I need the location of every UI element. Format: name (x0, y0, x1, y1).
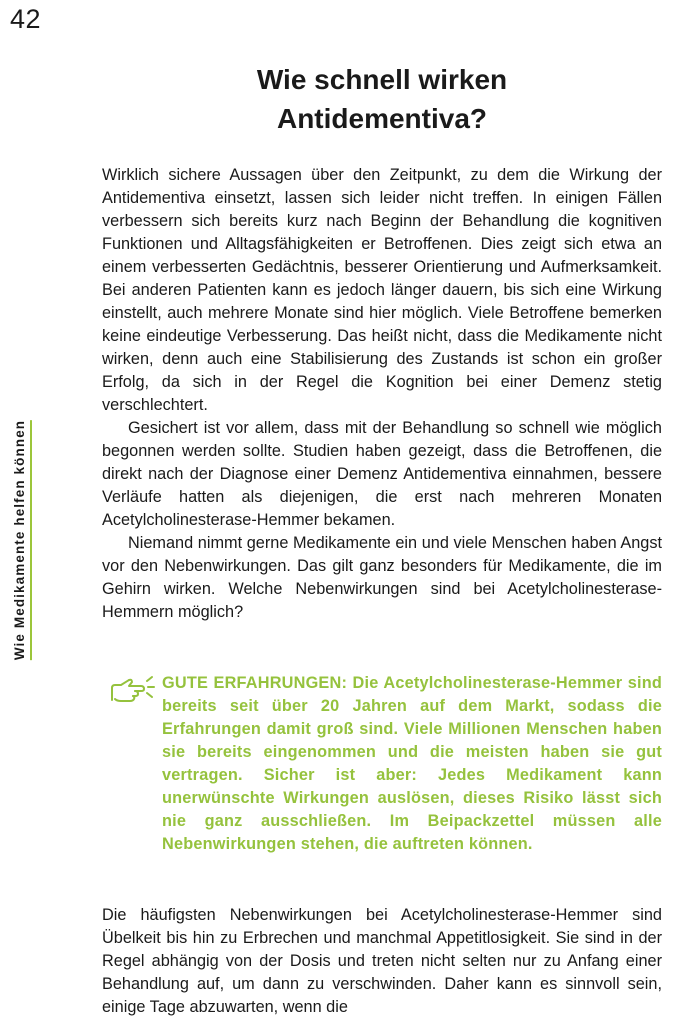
tip-box (102, 672, 662, 856)
page-title-line1: Wie schnell wirken (256, 64, 508, 95)
paragraph-1: Wirklich sichere Aussagen über den Zeitpunkt, zu dem die Wirkung der Antidementiva einsetzt, lassen sich leider nicht treffen. In einigen Fällen verbessern sich bereits kurz nach Beginn der Behandlung die kognitiven Funktionen und Alltagsfähigkeiten er Betroffenen. Dies zeigt sich etwa an einem verbesserten Gedächtnis, besserer Orientierung und Aufmerksamkeit. Bei anderen Patienten kann es jedoch länger dauern, bis sich eine Wirkung einstellt, auch mehrere Monate sind hier möglich. Viele Betroffene bemerken keine eindeutige Verbesserung. Das heißt nicht, dass die Medikamente nicht wirken, denn auch eine Stabilisierung des Zustands ist schon ein großer Erfolg, da sich in der Regel die Kognition bei einer Demenz stetig verschlechtert. (102, 166, 662, 414)
tip-text: GUTE ERFAHRUNGEN: Die Acetylcholinesterase-Hemmer sind bereits seit über 20 Jahren auf dem Markt, sodass die Erfahrungen damit groß sind. Viele Millionen Menschen haben sie bereits eingenommen und die meisten haben sie gut vertragen. Sicher ist aber: Jedes Medikament kann unerwünschte Wirkungen auslösen, dieses Risiko lässt sich nie ganz ausschließen. Im Beipackzettel müssen alle Nebenwirkungen stehen, die auftreten können. (162, 674, 662, 853)
article-body-continued (102, 904, 662, 1019)
article-body (102, 164, 662, 624)
paragraph-4: Die häufigsten Nebenwirkungen bei Acetylcholinesterase-Hemmer sind Übelkeit bis hin zu Erbrechen und manchmal Appetitlosigkeit. Sie sind in der Regel abhängig von der Dosis und treten nicht selten nur zu Anfang einer Behandlung auf, um dann zu verschwinden. Daher kann es sinnvoll sein, einige Tage abzuwarten, wenn die (102, 906, 662, 1016)
pointing-hand-icon (108, 674, 156, 704)
page-number: 42 (10, 4, 42, 34)
paragraph-2: Gesichert ist vor allem, dass mit der Behandlung so schnell wie möglich begonnen werden sollte. Studien haben gezeigt, dass die Betroffenen, die direkt nach der Diagnose einer Demenz Antidementiva einnahmen, bessere Verläufe hatten als diejenigen, die erst nach mehreren Monaten Acetylcholinesterase-Hemmer bekamen. (102, 419, 662, 529)
paragraph-3: Niemand nimmt gerne Medikamente ein und viele Menschen haben Angst vor den Nebenwirkungen. Das gilt ganz besonders für Medikamente, die im Gehirn wirken. Welche Nebenwirkungen sind bei Acetylcholinesterase-Hemmern möglich? (102, 534, 662, 621)
page-title-line2: Antidementiva? (276, 103, 488, 134)
page-title (102, 60, 662, 138)
section-side-label-text: Wie Medikamente helfen können (12, 420, 32, 660)
